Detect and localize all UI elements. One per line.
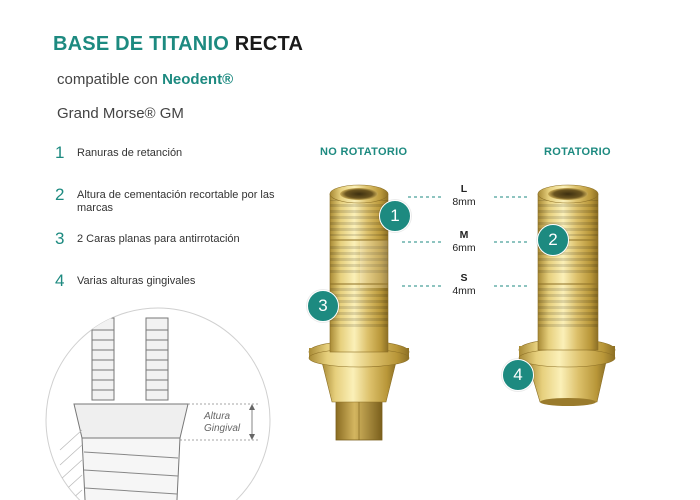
feature-text: Ranuras de retanción [77,147,183,159]
feature-number: 2 [55,185,65,204]
compat-prefix: compatible con [57,71,158,88]
size-value: 4mm [452,285,476,297]
badge-antirotation-flats: 3 [307,290,339,322]
badge-retention-grooves: 1 [379,200,411,232]
title-main: BASE DE TITANIO [53,33,229,55]
compat-brand: Neodent® [162,71,234,88]
gingival-label-line2: Gingival [204,423,241,434]
gingival-label-line1: Altura [204,411,231,422]
size-label-s [444,272,484,298]
badge-gingival-heights: 4 [502,359,534,391]
gingival-height-diagram [46,308,270,500]
gingival-height-label [204,411,240,435]
size-letter: M [459,229,469,241]
size-letter: L [460,183,468,195]
size-letter: S [460,272,468,284]
size-value: 6mm [452,242,476,254]
title-variant: RECTA [234,33,304,55]
feature-number: 4 [55,271,65,290]
size-label-m [444,229,484,255]
system-name: Grand Morse® GM [57,105,184,122]
feature-text: 2 Caras planas para antirrotación [77,233,240,245]
feature-number: 3 [55,229,65,248]
badge-cementation-height: 2 [537,224,569,256]
feature-text: Varias alturas gingivales [77,275,196,287]
heading-rotatorio: ROTATORIO [544,146,611,158]
size-value: 8mm [452,196,476,208]
heading-no-rotatorio: NO ROTATORIO [320,146,408,158]
feature-text: Altura de cementación recortable por las marcas [77,189,275,214]
size-label-l [444,183,484,209]
feature-number: 1 [55,143,65,162]
